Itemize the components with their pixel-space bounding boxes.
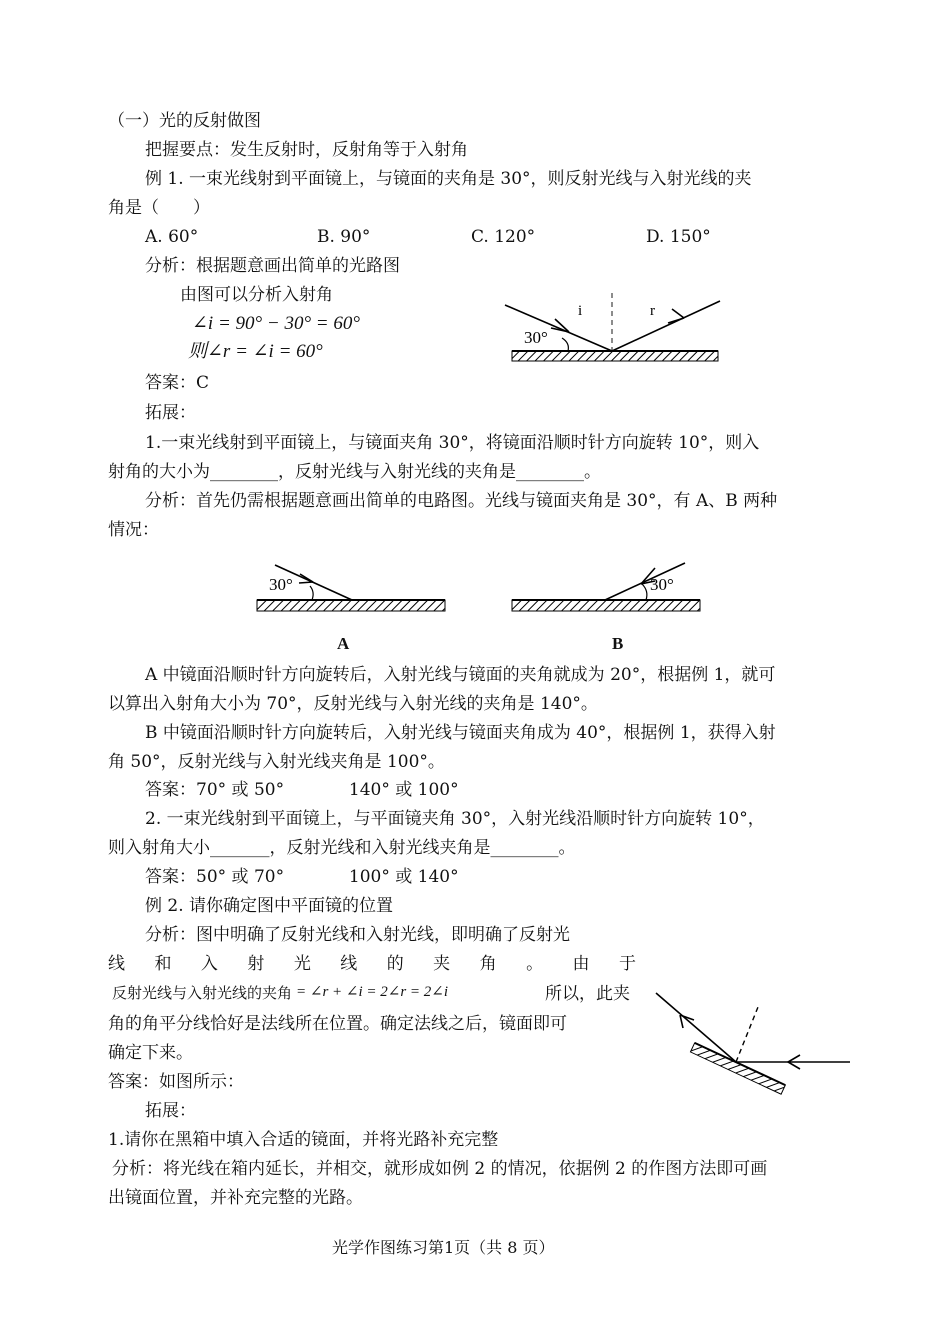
example2-answer: 答案：如图所示： <box>108 1072 244 1092</box>
ext3-analysis-line2: 出镜面位置，并补充完整的光路。 <box>108 1188 363 1208</box>
mirror-surface <box>257 600 445 611</box>
analysis-word: 。 <box>526 954 544 974</box>
section-title: （一）光的反射做图 <box>108 111 261 131</box>
formula-prefix: 反射光线与入射光线的夹角 <box>112 984 293 1002</box>
example2-analysis-line2 <box>108 953 636 975</box>
figure-a-diagram <box>255 560 450 615</box>
option-d: D. 150° <box>646 227 711 247</box>
mirror-surface <box>512 600 700 611</box>
case-b-line2: 角 50°，反射光线与入射光线夹角是 100°。 <box>108 752 445 772</box>
option-a: A. 60° <box>145 227 199 247</box>
example2-analysis-line5: 确定下来。 <box>108 1043 193 1063</box>
key-point: 把握要点：发生反射时，反射角等于入射角 <box>145 140 468 160</box>
normal-line <box>736 1007 758 1062</box>
ext3-question: 1.请你在黑箱中填入合适的镜面，并将光路补充完整 <box>108 1130 499 1150</box>
ext1-analysis-line2: 情况： <box>108 520 159 540</box>
extension2-title: 拓展： <box>145 1101 196 1121</box>
tilted-mirror <box>690 1043 785 1094</box>
analysis-word: 夹 <box>433 954 451 974</box>
analysis-word: 于 <box>618 954 636 974</box>
reflected-ray <box>612 301 720 351</box>
case-a-line1: A 中镜面沿顺时针方向旋转后，入射光线与镜面的夹角就成为 20°，根据例 1，就可 <box>145 665 776 685</box>
option-c: C. 120° <box>471 227 536 247</box>
case-a-line2: 以算出入射角大小为 70°，反射光线与入射光线的夹角是 140°。 <box>108 694 598 714</box>
angle-label: 30° <box>524 328 548 347</box>
formula-incident-angle: ∠i = 90° − 30° = 60° <box>192 313 360 334</box>
angle-arc <box>310 586 313 600</box>
angle-sum-formula: = ∠r + ∠i = 2∠r = 2∠i <box>296 984 449 1000</box>
figure-b-caption: B <box>612 634 624 653</box>
analysis-word: 角 <box>479 954 497 974</box>
example1-analysis: 分析：根据题意画出简单的光路图 <box>145 256 400 276</box>
analysis-word: 光 <box>293 954 311 974</box>
example2-question: 例 2. 请你确定图中平面镜的位置 <box>145 896 394 916</box>
ext2-question-line2: 则入射角大小_______，反射光线和入射光线夹角是________。 <box>108 838 576 858</box>
reflected-arrow-icon <box>668 309 684 323</box>
example2-analysis-line1: 分析：图中明确了反射光线和入射光线，即明确了反射光 <box>145 925 570 945</box>
analysis-word: 线 <box>340 954 358 974</box>
reflected-arrow-icon <box>680 1015 694 1028</box>
figure-b-diagram <box>510 560 705 615</box>
example2-mirror-diagram <box>650 985 855 1100</box>
incident-arrow-icon <box>299 574 313 583</box>
figure-a-caption: A <box>337 634 350 653</box>
mirror-surface <box>690 1043 785 1094</box>
angle-label: 30° <box>650 575 674 594</box>
angle-arc <box>562 338 568 351</box>
mirror-surface <box>512 351 718 361</box>
example1-reflection-diagram <box>500 285 730 370</box>
formula-suffix: 所以，此夹 <box>545 984 630 1004</box>
ext1-answer: 答案：70° 或 50° 140° 或 100° <box>145 780 459 800</box>
incident-ray <box>505 305 612 351</box>
option-b: B. 90° <box>317 227 371 247</box>
incident-angle-label: i <box>578 303 583 319</box>
reflect-angle-label: r <box>650 303 655 319</box>
angle-label: 30° <box>269 575 293 594</box>
mirror-line <box>695 1043 786 1085</box>
analysis-word: 的 <box>386 954 404 974</box>
angle-arc <box>642 584 647 600</box>
formula-reflect-angle: 则∠r = ∠i = 60° <box>188 341 323 362</box>
analysis-word: 和 <box>154 954 172 974</box>
example2-analysis-line4: 角的角平分线恰好是法线所在位置。确定法线之后，镜面即可 <box>108 1014 567 1034</box>
example1-question-line1: 例 1. 一束光线射到平面镜上，与镜面的夹角是 30°，则反射光线与入射光线的夹 <box>145 169 752 189</box>
case-b-line1: B 中镜面沿顺时针方向旋转后，入射光线与镜面夹角成为 40°，根据例 1，获得入射 <box>145 723 776 743</box>
ext1-question-line2: 射角的大小为________，反射光线与入射光线的夹角是________。 <box>108 462 601 482</box>
analysis-word: 线 <box>108 954 125 974</box>
ext2-question-line1: 2. 一束光线射到平面镜上，与平面镜夹角 30°，入射光线沿顺时针方向旋转 10°， <box>145 809 765 829</box>
ext2-answer: 答案：50° 或 70° 100° 或 140° <box>145 867 459 887</box>
page-footer: 光学作图练习第1页（共 8 页） <box>332 1238 555 1257</box>
analysis-word: 入 <box>200 954 218 974</box>
example1-answer: 答案：C <box>145 373 210 393</box>
extension1-title: 拓展： <box>145 403 196 423</box>
ext1-analysis-line1: 分析：首先仍需根据题意画出简单的电路图。光线与镜面夹角是 30°，有 A、B 两种 <box>145 491 778 511</box>
analysis-word: 由 <box>572 954 590 974</box>
example1-from-figure: 由图可以分析入射角 <box>180 285 333 305</box>
ext3-analysis-line1: 分析：将光线在箱内延长，并相交，就形成如例 2 的情况，依据例 2 的作图方法即可画 <box>112 1159 768 1179</box>
ext1-question-line1: 1.一束光线射到平面镜上，与镜面夹角 30°，将镜面沿顺时针方向旋转 10°，则入 <box>145 433 760 453</box>
example1-question-line2: 角是（ ） <box>108 198 210 218</box>
analysis-word: 射 <box>247 954 265 974</box>
